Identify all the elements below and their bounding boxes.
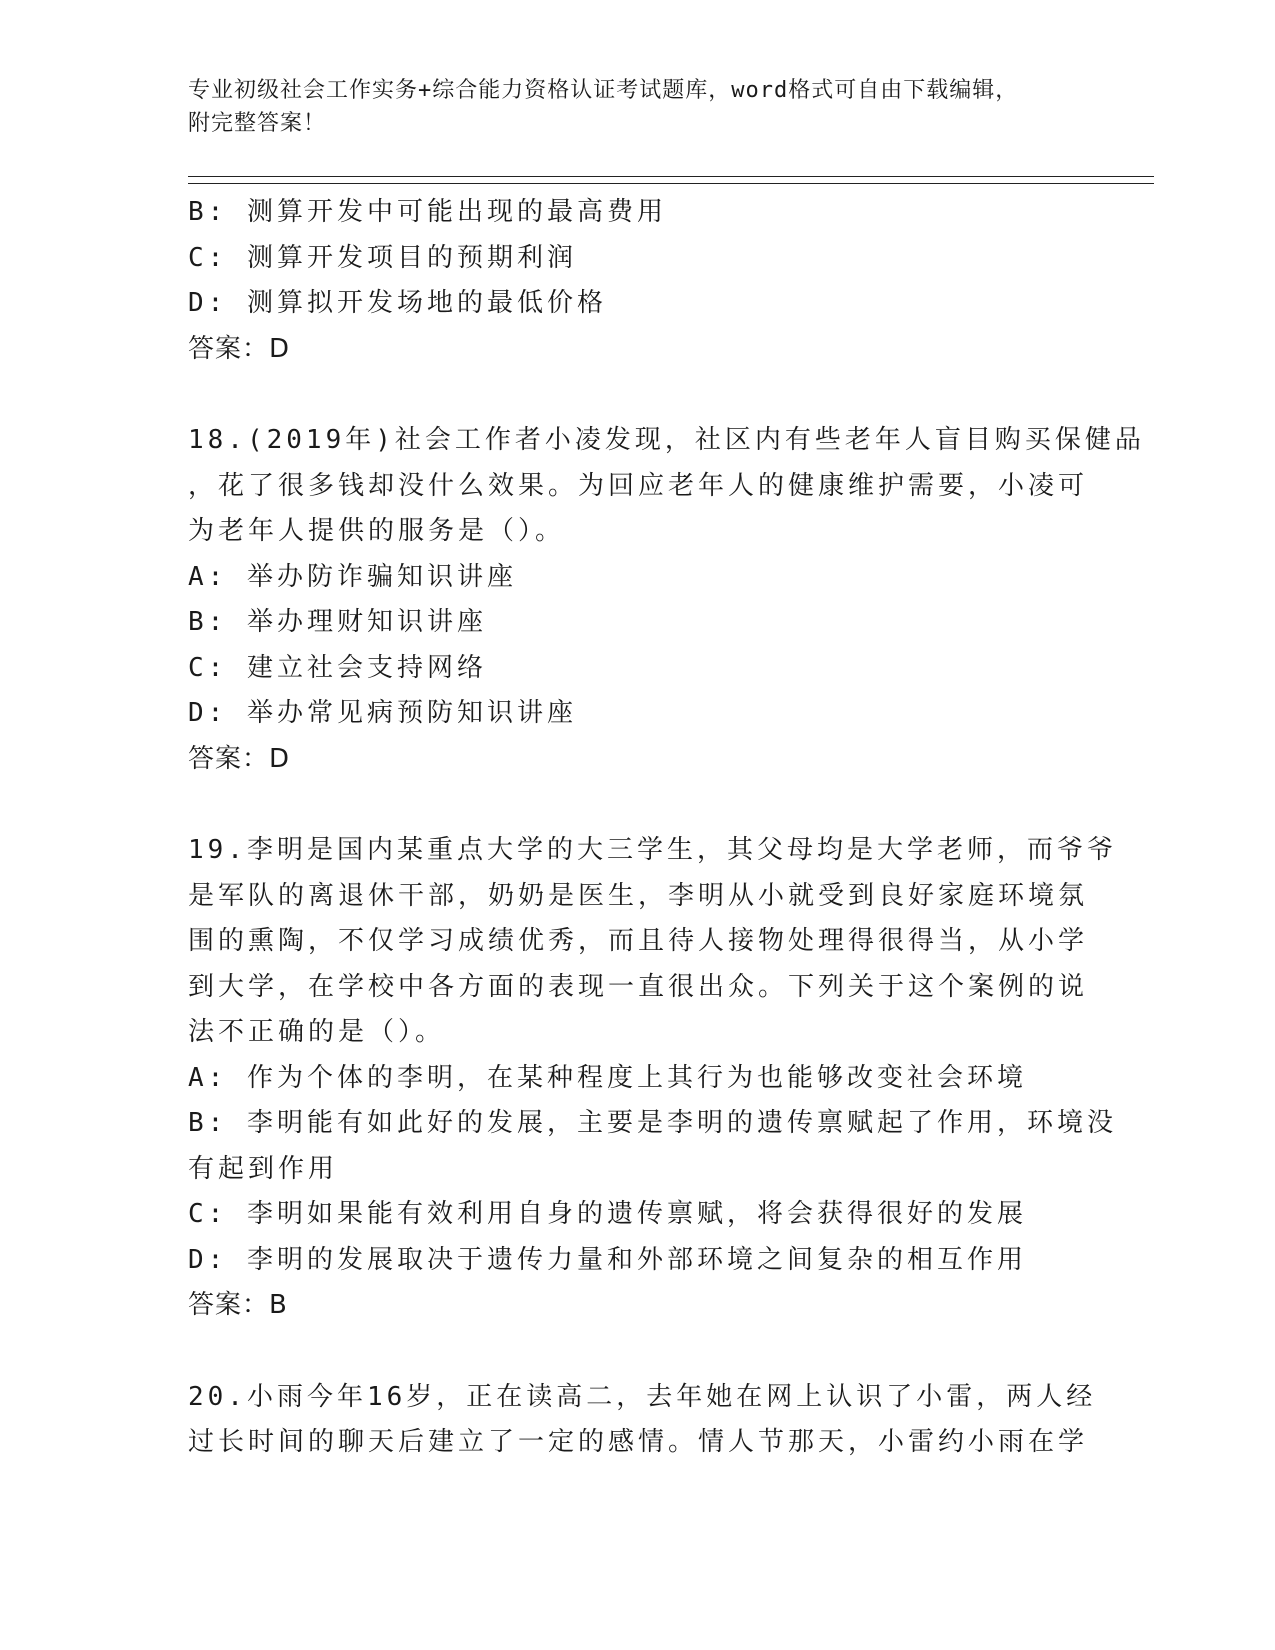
q18-option-d: D: 举办常见病预防知识讲座 <box>188 698 577 728</box>
q19-stem-line: 围的熏陶，不仅学习成绩优秀，而且待人接物处理得很得当，从小学 <box>188 926 1089 956</box>
spacer <box>188 372 1088 418</box>
header-line-2: 附完整答案！ <box>188 111 327 136</box>
q19-stem-line: 到大学，在学校中各方面的表现一直很出众。下列关于这个案例的说 <box>188 971 1089 1002</box>
q20-stem-line: 20.小雨今年16岁，正在读高二，去年她在网上认识了小雷，两人经 <box>188 1381 1097 1412</box>
q19-option-a: A: 作为个体的李明，在某种程度上其行为也能够改变社会环境 <box>188 1062 1027 1093</box>
q17-option-d: D: 测算拟开发场地的最低价格 <box>188 288 607 318</box>
q18-option-c: C: 建立社会支持网络 <box>188 652 487 683</box>
document-header <box>188 74 1088 140</box>
q18-option-b: B: 举办理财知识讲座 <box>188 607 487 637</box>
question-17-tail <box>188 190 1088 372</box>
q20-stem-line: 过长时间的聊天后建立了一定的感情。情人节那天，小雷约小雨在学 <box>188 1427 1089 1457</box>
q18-stem-line: 为老年人提供的服务是（）。 <box>188 516 566 546</box>
q17-answer: 答案：D <box>188 333 291 364</box>
q18-stem-line: 18.(2019年)社会工作者小凌发现，社区内有些老年人盲目购买保健品 <box>188 425 1145 455</box>
question-20 <box>188 1375 1097 1466</box>
q17-option-b: B: 测算开发中可能出现的最高费用 <box>188 197 667 227</box>
question-18 <box>188 418 1145 782</box>
question-content <box>188 190 1145 1466</box>
header-rule-bottom <box>188 183 1154 184</box>
q18-answer: 答案：D <box>188 743 291 774</box>
q18-stem-line: ，花了很多钱却没什么效果。为回应老年人的健康维护需要，小凌可 <box>188 470 1089 501</box>
q17-option-c: C: 测算开发项目的预期利润 <box>188 242 577 273</box>
header-line-1: 专业初级社会工作实务+综合能力资格认证考试题库，word格式可自由下载编辑， <box>188 78 1019 103</box>
q19-answer: 答案：B <box>188 1290 288 1320</box>
q19-option-d: D: 李明的发展取决于遗传力量和外部环境之间复杂的相互作用 <box>188 1244 1027 1275</box>
q19-option-b-cont: 有起到作用 <box>188 1153 339 1184</box>
spacer <box>188 1329 1088 1375</box>
spacer <box>188 782 1088 828</box>
q19-stem-line: 法不正确的是（）。 <box>188 1017 446 1047</box>
header-rule-top <box>188 176 1154 177</box>
q19-stem-line: 19.李明是国内某重点大学的大三学生，其父母均是大学老师，而爷爷 <box>188 835 1117 865</box>
q19-option-c: C: 李明如果能有效利用自身的遗传禀赋，将会获得很好的发展 <box>188 1199 1027 1229</box>
q18-option-a: A: 举办防诈骗知识讲座 <box>188 561 517 592</box>
q19-stem-line: 是军队的离退休干部，奶奶是医生，李明从小就受到良好家庭环境氛 <box>188 880 1089 911</box>
q19-option-b: B: 李明能有如此好的发展，主要是李明的遗传禀赋起了作用，环境没 <box>188 1108 1117 1138</box>
question-19 <box>188 828 1117 1329</box>
